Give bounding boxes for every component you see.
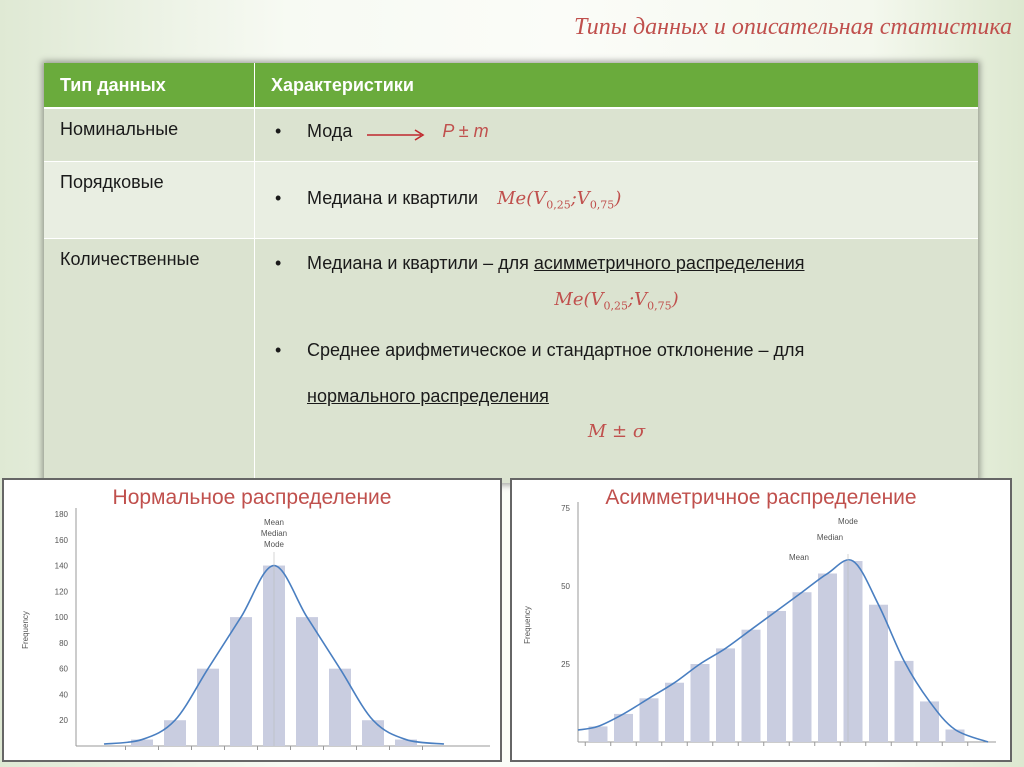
y-tick-label: 75	[561, 504, 570, 513]
y-axis-label: Frequency	[523, 606, 532, 644]
annotation-label: Mean	[788, 553, 810, 562]
histogram-bar	[230, 617, 252, 746]
histogram-bar	[742, 630, 761, 742]
y-tick-label: 20	[59, 716, 68, 726]
y-tick-label: 100	[54, 613, 68, 623]
asymmetric-distribution-panel	[510, 478, 1012, 762]
list-item: • Среднее арифметическое и стандартное отклонение – для нормального распределения	[271, 327, 962, 419]
formula-mean-sd: M ± σ	[587, 420, 646, 442]
list-item	[271, 184, 962, 220]
histogram-bar	[296, 617, 318, 746]
histogram-bar	[716, 648, 735, 742]
type-ordinal: Порядковые	[60, 172, 164, 192]
annotation-label: Mode	[263, 540, 285, 549]
y-tick-label: 80	[59, 638, 68, 648]
histogram-bar	[164, 720, 186, 746]
chart-title: Нормальное распределение	[112, 486, 392, 509]
y-tick-label: 160	[54, 535, 68, 545]
histogram-bar	[946, 730, 965, 742]
table-row	[44, 108, 978, 162]
histogram-bar	[793, 592, 812, 742]
formula-median-quartiles: $Me(V_{0,25};V_{0,75})$	[497, 188, 622, 212]
y-tick-label: 25	[561, 660, 570, 669]
annotation-label: Median	[260, 529, 288, 538]
list-item	[271, 117, 962, 145]
table-row	[44, 239, 978, 484]
histogram-bar	[920, 701, 939, 742]
header-data-type: Тип данных	[44, 63, 255, 108]
y-tick-label: 140	[54, 561, 68, 571]
normal-distribution-panel	[2, 478, 502, 762]
slide-title: Типы данных и описательная статистика	[574, 14, 1012, 40]
histogram-bar	[131, 740, 153, 746]
type-nominal: Номинальные	[60, 119, 179, 139]
histogram-bar	[767, 611, 786, 742]
y-tick-label: 120	[54, 587, 68, 597]
list-item: • Медиана и квартили – для асимметричного распределения	[271, 249, 962, 277]
histogram-bar	[640, 698, 659, 742]
annotation-label: Mode	[837, 517, 859, 526]
char-median-quartiles: Медиана и квартили	[307, 188, 479, 208]
formula-median-quartiles-2: $Me(V_{0,25};V_{0,75})$	[554, 289, 679, 313]
histogram-bar	[844, 561, 863, 742]
chart-title: Асимметричное распределение	[605, 486, 917, 509]
histogram-bar	[869, 605, 888, 742]
table-row	[44, 162, 978, 239]
type-quantitative: Количественные	[60, 249, 200, 269]
y-axis-label: Frequency	[21, 611, 30, 649]
y-tick-label: 50	[561, 582, 570, 591]
char-mode: Мода	[307, 121, 353, 141]
histogram-bar	[691, 664, 710, 742]
y-tick-label: 40	[59, 690, 68, 700]
annotation-label: Mean	[263, 518, 285, 527]
asymmetric-distribution-text: асимметричного распределения	[533, 253, 805, 273]
normal-distribution-chart	[4, 480, 500, 760]
histogram-bar	[818, 574, 837, 742]
histogram-bar	[362, 720, 384, 746]
header-characteristics: Характеристики	[255, 63, 979, 108]
histogram-bar	[665, 683, 684, 742]
data-types-table	[44, 63, 978, 483]
histogram-bar	[395, 740, 417, 746]
y-tick-label: 180	[54, 510, 68, 519]
normal-distribution-text: нормального распределения	[307, 385, 549, 406]
formula-p-m: P ± m	[442, 121, 489, 141]
arrow-icon	[365, 127, 429, 141]
annotation-label: Median	[816, 533, 844, 542]
asymmetric-distribution-chart	[512, 480, 1010, 760]
y-tick-label: 60	[59, 664, 68, 674]
